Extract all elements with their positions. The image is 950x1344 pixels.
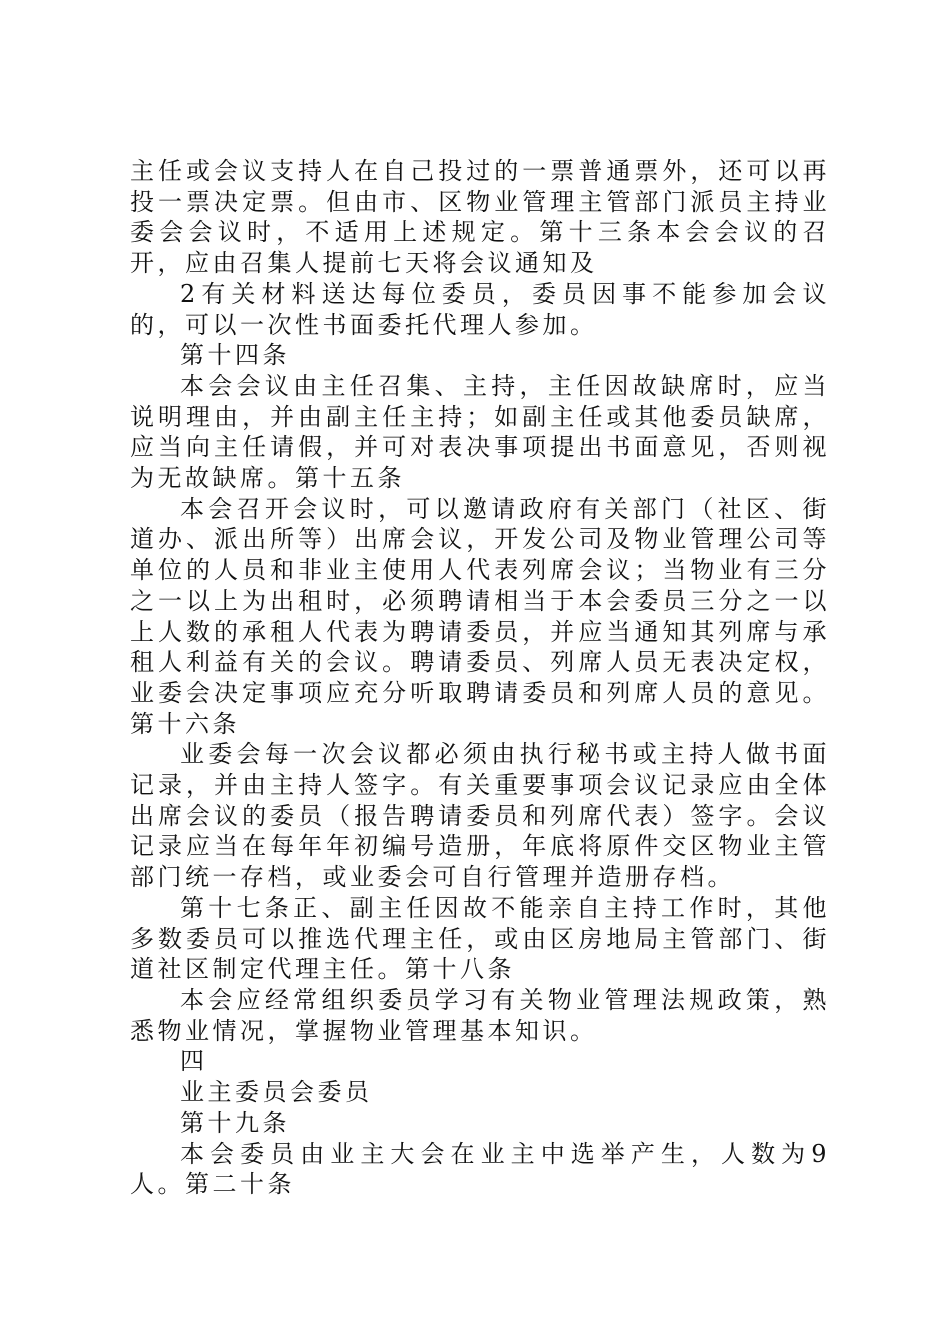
paragraph-article-17: 第十七条正、副主任因故不能亲自主持工作时，其他多数委员可以推选代理主任，或由区房地局主管部门、街道社区制定代理主任。第十八条 (130, 893, 830, 984)
article-14-heading: 第十四条 (180, 341, 290, 370)
section-title: 业主委员会委员 (180, 1078, 373, 1107)
paragraph-article-15: 本会召开会议时，可以邀请政府有关部门（社区、街道办、派出所等）出席会议，开发公司及物业管理公司等单位的人员和非业主使用人代表列席会议；当物业有三分之一以上为出租时，必须聘请相当于本会委员三分之一以上人数的承租人代表为聘请委员，并应当通知其列席与承租人利益有关的会议。聘请委员、列席人员无表决定权，业委会决定事项应充分听取聘请委员和列席人员的意见。第十六条 (130, 494, 830, 738)
paragraph-article-16: 业委会每一次会议都必须由执行秘书或主持人做书面记录，并由主持人签字。有关重要事项会议记录应由全体出席会议的委员（报告聘请委员和列席代表）签字。会议记录应当在每年年初编号造册，年底将原件交区物业主管部门统一存档，或业委会可自行管理并造册存档。 (130, 740, 830, 892)
paragraph-article-18: 本会应经常组织委员学习有关物业管理法规政策，熟悉物业情况，掌握物业管理基本知识。 (130, 985, 830, 1045)
section-number: 四 (180, 1047, 208, 1076)
paragraph-2: 2有关材料送达每位委员，委员因事不能参加会议的，可以一次性书面委托代理人参加。 (130, 279, 830, 339)
article-19-heading: 第十九条 (180, 1108, 290, 1137)
paragraph-article-19: 本会委员由业主大会在业主中选举产生，人数为9人。第二十条 (130, 1139, 830, 1199)
paragraph-1: 主任或会议支持人在自己投过的一票普通票外，还可以再投一票决定票。但由市、区物业管理主管部门派员主持业委会会议时，不适用上述规定。第十三条本会会议的召开，应由召集人提前七天将会议通知及 (130, 157, 830, 278)
document-body (130, 156, 830, 1200)
paragraph-article-14: 本会会议由主任召集、主持，主任因故缺席时，应当说明理由，并由副主任主持；如副主任或其他委员缺席，应当向主任请假，并可对表决事项提出书面意见，否则视为无故缺席。第十五条 (130, 371, 830, 493)
